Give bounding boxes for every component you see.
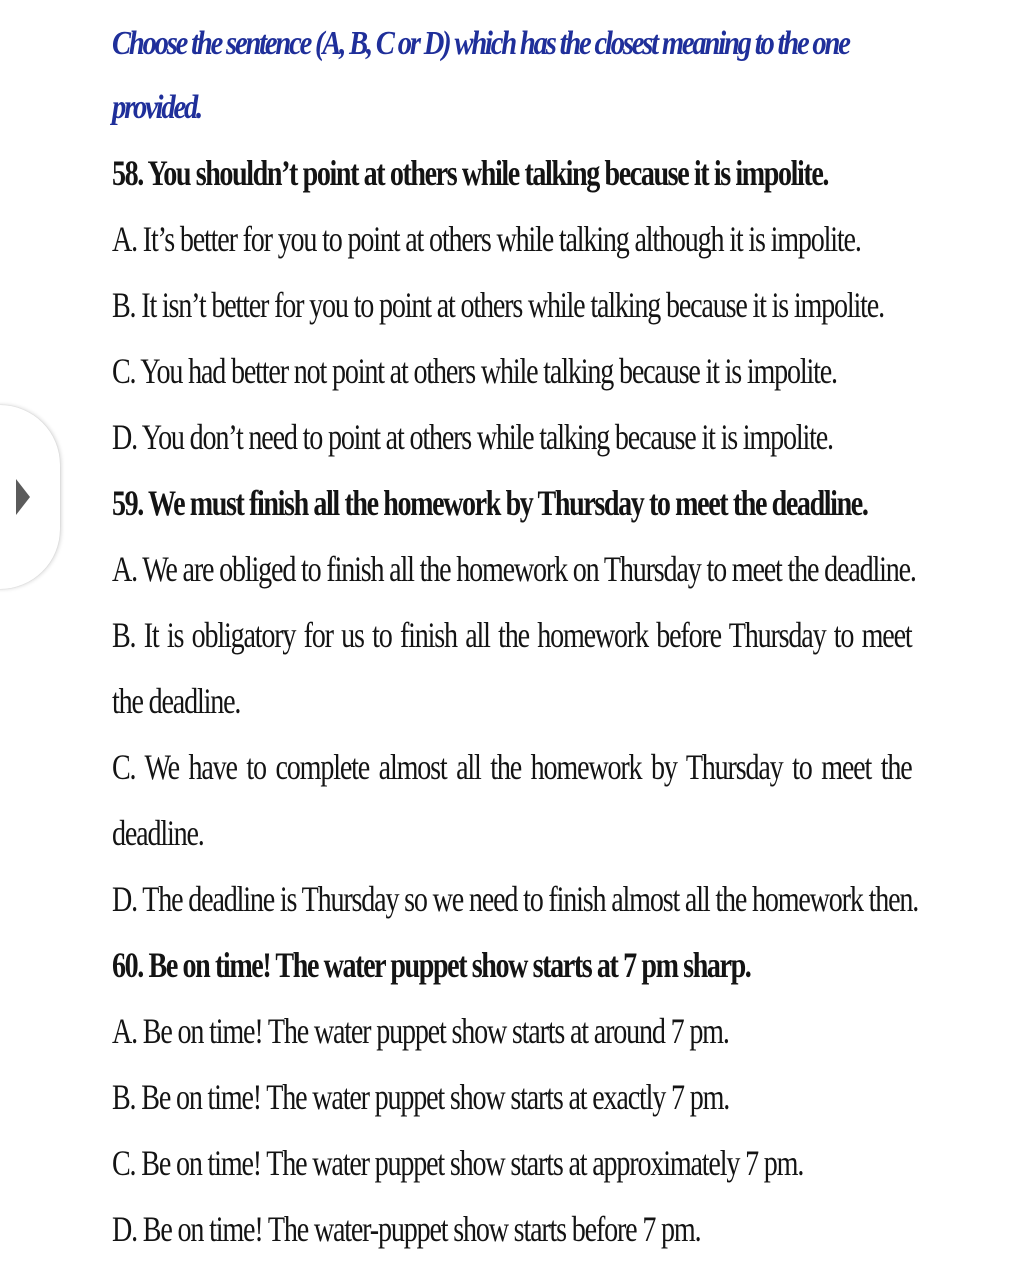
- option-d: D. The deadline is Thursday so we need to finish almost all the homework then.: [112, 879, 919, 919]
- side-panel-toggle[interactable]: [0, 405, 60, 589]
- option-d: D. Be on time! The water-puppet show starts before 7 pm.: [112, 1209, 701, 1249]
- question-59: [112, 470, 919, 932]
- play-icon: [16, 479, 30, 515]
- option-b: B. It is obligatory for us to finish all the homework before Thursday to meet the deadline.: [112, 615, 912, 721]
- option-d: D. You don’t need to point at others while talking because it is impolite.: [112, 417, 833, 457]
- worksheet: [112, 12, 919, 1262]
- question-stem: 60. Be on time! The water puppet show starts at 7 pm sharp.: [112, 945, 751, 985]
- option-a: A. It’s better for you to point at others while talking although it is impolite.: [112, 219, 861, 259]
- option-b: B. Be on time! The water puppet show starts at exactly 7 pm.: [112, 1077, 730, 1117]
- option-c: C. Be on time! The water puppet show starts at approximately 7 pm.: [112, 1143, 804, 1183]
- instruction-text: Choose the sentence (A, B, C or D) which has the closest meaning to the one provided.: [112, 25, 849, 126]
- option-b: B. It isn’t better for you to point at others while talking because it is impolite.: [112, 285, 884, 325]
- option-a: A. We are obliged to finish all the homework on Thursday to meet the deadline.: [112, 549, 916, 589]
- question-60: [112, 932, 912, 1262]
- question-58: [112, 140, 912, 470]
- option-c: C. You had better not point at others while talking because it is impolite.: [112, 351, 837, 391]
- option-c: C. We have to complete almost all the homework by Thursday to meet the deadline.: [112, 747, 912, 853]
- question-stem: 59. We must finish all the homework by Thursday to meet the deadline.: [112, 483, 868, 523]
- question-stem: 58. You shouldn’t point at others while talking because it is impolite.: [112, 153, 829, 193]
- option-a: A. Be on time! The water puppet show starts at around 7 pm.: [112, 1011, 729, 1051]
